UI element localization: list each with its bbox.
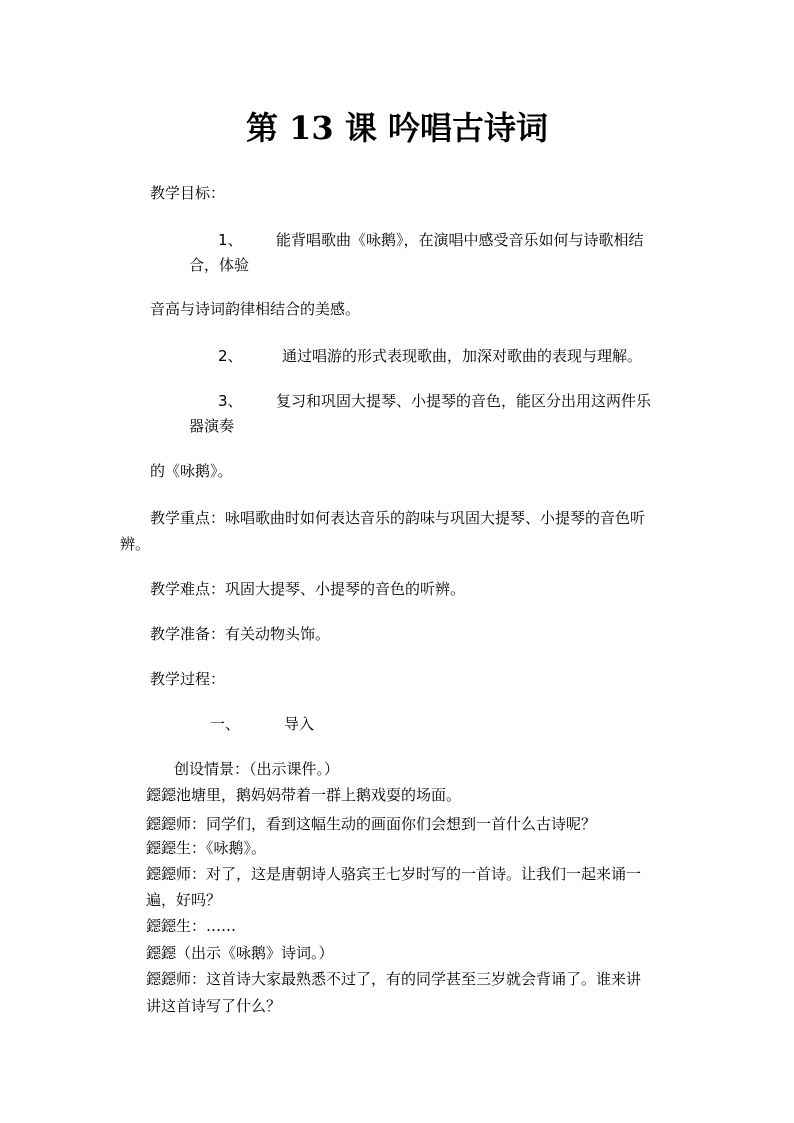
objective-1-text: 能背唱歌曲《咏鹅》，在演唱中感受音乐如何与诗歌相结 — [276, 231, 644, 249]
script-line: 鐚鐚师：同学们，看到这幅生动的画面你们会想到一首什么古诗呢？ — [146, 815, 597, 833]
script-line: 鐚鐚师：这首诗大家最熟悉不过了，有的同学甚至三岁就会背诵了。谁来讲 — [146, 970, 642, 988]
process-heading: 教学过程： — [150, 670, 226, 688]
script-line: 鐚鐚生：…… — [146, 917, 237, 935]
script-line: 创设情景：（出示课件。） — [174, 760, 340, 778]
key-points-wrap: 辨。 — [120, 535, 151, 553]
key-points: 教学重点：咏唱歌曲时如何表达音乐的韵味与巩固大提琴、小提琴的音色听 — [150, 509, 646, 527]
objectives-heading: 教学目标： — [150, 184, 226, 202]
script-line: 鐚鐚师：对了，这是唐朝诗人骆宾王七岁时写的一首诗。让我们一起来诵一 — [146, 865, 642, 883]
section-1-label: 导入 — [284, 715, 315, 733]
section-1-number: 一、 — [210, 715, 241, 733]
objective-2-text: 通过唱游的形式表现歌曲，加深对歌曲的表现与理解。 — [282, 347, 643, 365]
objective-3-text: 复习和巩固大提琴、小提琴的音色，能区分出用这两件乐 — [276, 392, 652, 410]
objective-3-number: 3、 — [218, 392, 243, 410]
difficulty: 教学难点：巩固大提琴、小提琴的音色的听辨。 — [150, 580, 466, 598]
preparation: 教学准备：有关动物头饰。 — [150, 625, 331, 643]
objective-1-continuation: 音高与诗词韵律相结合的美感。 — [150, 300, 361, 318]
objective-1-number: 1、 — [218, 231, 243, 249]
script-line: 讲这首诗写了什么？ — [146, 997, 282, 1015]
script-line: 鐚鐚（出示《咏鹅》诗词。） — [146, 944, 334, 962]
lesson-title: 第 13 课 吟唱古诗词 — [246, 109, 548, 147]
objective-3-text-wrap: 器演奏 — [189, 417, 235, 435]
objective-1-text-wrap: 合，体验 — [189, 256, 250, 274]
script-line: 鐚鐚生：《咏鹅》。 — [146, 839, 267, 857]
script-line: 鐚鐚池塘里，鹅妈妈带着一群上鹅戏耍的场面。 — [146, 786, 462, 804]
script-line: 遍，好吗？ — [146, 891, 222, 909]
objective-3-continuation: 的《咏鹅》。 — [150, 462, 233, 480]
objective-2-number: 2、 — [218, 347, 243, 365]
